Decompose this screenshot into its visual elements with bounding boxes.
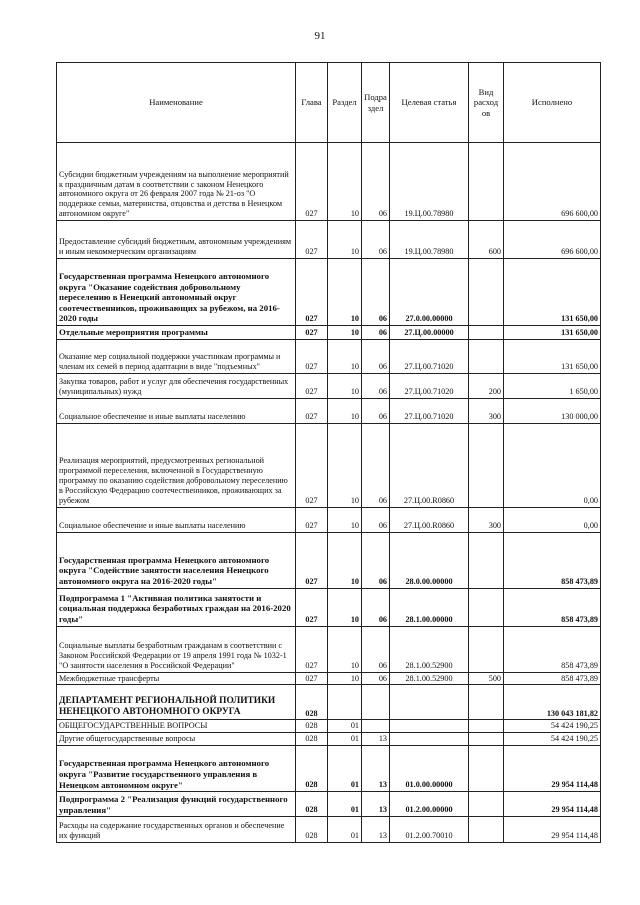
row-glava: 028: [296, 817, 328, 843]
row-name: Реализация мероприятий, предусмотренных региональной программой переселения, включенной в Государственную программу по оказанию содействия добровольному переселению в Российскую Федерацию соотечественников, проживающих за рубежом: [57, 423, 296, 507]
row-podrazdel: [362, 685, 390, 720]
row-razdel: 10: [328, 423, 362, 507]
row-razdel: 10: [328, 532, 362, 588]
row-target: 27.Ц.00.71020: [390, 339, 469, 373]
row-name: Отдельные мероприятия программы: [57, 326, 296, 340]
row-glava: 027: [296, 373, 328, 398]
table-row: [57, 626, 601, 672]
row-podrazdel: 06: [362, 398, 390, 423]
row-vid: [469, 259, 504, 326]
row-razdel: 01: [328, 733, 362, 746]
table-row: [57, 817, 601, 843]
row-podrazdel: 06: [362, 588, 390, 626]
row-glava: 028: [296, 685, 328, 720]
row-name: Государственная программа Ненецкого автономного округа "Оказание содействия добровольному переселению в Ненецкий автономный округ соотечественников, проживающих за рубежом, на 2016-2020 годы: [57, 259, 296, 326]
page-number: 91: [314, 30, 326, 42]
row-podrazdel: 06: [362, 259, 390, 326]
row-amount: 131 650,00: [504, 326, 601, 340]
row-name: Государственная программа Ненецкого автономного округа "Развитие государственного управления в Ненецком автономном округе": [57, 746, 296, 792]
header-name: Наименование: [57, 63, 296, 143]
row-vid: [469, 792, 504, 817]
row-vid: 300: [469, 398, 504, 423]
row-vid: 500: [469, 672, 504, 685]
row-amount: 0,00: [504, 423, 601, 507]
row-podrazdel: 13: [362, 817, 390, 843]
table-row: [57, 339, 601, 373]
row-podrazdel: 13: [362, 746, 390, 792]
row-vid: [469, 720, 504, 733]
row-glava: 028: [296, 733, 328, 746]
row-target: [390, 720, 469, 733]
row-vid: [469, 423, 504, 507]
row-target: 01.2.00.70010: [390, 817, 469, 843]
row-name: ДЕПАРТАМЕНТ РЕГИОНАЛЬНОЙ ПОЛИТИКИ НЕНЕЦКОГО АВТОНОМНОГО ОКРУГА: [57, 685, 296, 720]
row-podrazdel: 06: [362, 143, 390, 221]
row-name: Социальное обеспечение и иные выплаты населению: [57, 398, 296, 423]
row-amount: 696 600,00: [504, 143, 601, 221]
row-target: 27.Ц.00.71020: [390, 398, 469, 423]
row-razdel: 10: [328, 626, 362, 672]
row-podrazdel: 06: [362, 507, 390, 532]
header-podrazdel: Подра здел: [362, 63, 390, 143]
row-name: ОБЩЕГОСУДАРСТВЕННЫЕ ВОПРОСЫ: [57, 720, 296, 733]
row-vid: 600: [469, 221, 504, 259]
row-glava: 027: [296, 221, 328, 259]
row-amount: 858 473,89: [504, 626, 601, 672]
row-razdel: [328, 685, 362, 720]
row-razdel: 10: [328, 398, 362, 423]
row-amount: 858 473,89: [504, 672, 601, 685]
row-razdel: 10: [328, 326, 362, 340]
row-amount: 29 954 114,48: [504, 746, 601, 792]
row-glava: 028: [296, 720, 328, 733]
table-row: [57, 507, 601, 532]
row-amount: 858 473,89: [504, 588, 601, 626]
row-name: Социальное обеспечение и иные выплаты населению: [57, 507, 296, 532]
row-target: 28.1.00.00000: [390, 588, 469, 626]
row-name: Межбюджетные трансферты: [57, 672, 296, 685]
header-razdel: Раздел: [328, 63, 362, 143]
row-vid: [469, 143, 504, 221]
table-row: [57, 672, 601, 685]
row-podrazdel: 13: [362, 733, 390, 746]
row-glava: 027: [296, 143, 328, 221]
row-razdel: 10: [328, 588, 362, 626]
row-target: 28.0.00.00000: [390, 532, 469, 588]
row-name: Социальные выплаты безработным гражданам в соответствии с Законом Российской Федерации от 19 апреля 1991 года № 1032-1 "О занятости населения в Российской Федерации": [57, 626, 296, 672]
row-vid: 300: [469, 507, 504, 532]
row-target: 27.Ц.00.R0860: [390, 423, 469, 507]
table-row: [57, 733, 601, 746]
row-podrazdel: 06: [362, 532, 390, 588]
table-row: [57, 326, 601, 340]
row-podrazdel: 06: [362, 326, 390, 340]
table-row: [57, 588, 601, 626]
row-amount: 0,00: [504, 507, 601, 532]
table-row: [57, 685, 601, 720]
row-amount: 858 473,89: [504, 532, 601, 588]
row-name: Другие общегосударственные вопросы: [57, 733, 296, 746]
row-target: 27.Ц.00.00000: [390, 326, 469, 340]
row-glava: 027: [296, 259, 328, 326]
row-glava: 027: [296, 532, 328, 588]
row-podrazdel: 06: [362, 626, 390, 672]
table-row: [57, 423, 601, 507]
row-vid: [469, 326, 504, 340]
row-glava: 027: [296, 588, 328, 626]
row-glava: 027: [296, 423, 328, 507]
row-razdel: 10: [328, 507, 362, 532]
row-podrazdel: 06: [362, 339, 390, 373]
row-podrazdel: 06: [362, 423, 390, 507]
row-amount: 131 650,00: [504, 259, 601, 326]
table-row: [57, 792, 601, 817]
header-ispolneno: Исполнено: [504, 63, 601, 143]
row-podrazdel: 06: [362, 672, 390, 685]
row-razdel: 10: [328, 221, 362, 259]
row-glava: 028: [296, 792, 328, 817]
row-amount: 696 600,00: [504, 221, 601, 259]
table-row: [57, 532, 601, 588]
row-target: 27.Ц.00.71020: [390, 373, 469, 398]
row-podrazdel: 06: [362, 221, 390, 259]
row-vid: [469, 685, 504, 720]
table-row: [57, 746, 601, 792]
row-amount: 1 650,00: [504, 373, 601, 398]
budget-table: [56, 62, 601, 843]
row-glava: 027: [296, 626, 328, 672]
row-target: 01.0.00.00000: [390, 746, 469, 792]
row-razdel: 10: [328, 259, 362, 326]
row-podrazdel: 13: [362, 792, 390, 817]
row-glava: 027: [296, 672, 328, 685]
row-razdel: 10: [328, 143, 362, 221]
row-name: Расходы на содержание государственных органов и обеспечение их функций: [57, 817, 296, 843]
table-row: [57, 221, 601, 259]
table-row: [57, 373, 601, 398]
row-target: 27.0.00.00000: [390, 259, 469, 326]
row-vid: [469, 339, 504, 373]
row-name: Подпрограмма 2 "Реализация функций государственного управления": [57, 792, 296, 817]
header-vid: Вид расход ов: [469, 63, 504, 143]
row-target: 28.1.00.52900: [390, 672, 469, 685]
row-razdel: 01: [328, 720, 362, 733]
row-razdel: 01: [328, 792, 362, 817]
row-target: [390, 733, 469, 746]
row-amount: 130 000,00: [504, 398, 601, 423]
row-vid: [469, 532, 504, 588]
row-name: Закупка товаров, работ и услуг для обеспечения государственных (муниципальных) нужд: [57, 373, 296, 398]
header-row: [57, 63, 601, 143]
table-row: [57, 143, 601, 221]
row-glava: 027: [296, 339, 328, 373]
row-target: 01.2.00.00000: [390, 792, 469, 817]
row-razdel: 01: [328, 746, 362, 792]
row-glava: 028: [296, 746, 328, 792]
row-glava: 027: [296, 507, 328, 532]
table-row: [57, 259, 601, 326]
row-podrazdel: 06: [362, 373, 390, 398]
row-name: Подпрограмма 1 "Активная политика занятости и социальная поддержка безработных граждан на 2016-2020 годы": [57, 588, 296, 626]
row-amount: 130 043 181,82: [504, 685, 601, 720]
row-name: Предоставление субсидий бюджетным, автономным учреждениям и иным некоммерческим организациям: [57, 221, 296, 259]
row-amount: 29 954 114,48: [504, 792, 601, 817]
header-target: Целевая статья: [390, 63, 469, 143]
row-amount: 131 650,00: [504, 339, 601, 373]
row-amount: 29 954 114,48: [504, 817, 601, 843]
row-razdel: 01: [328, 817, 362, 843]
row-vid: 200: [469, 373, 504, 398]
row-name: Государственная программа Ненецкого автономного округа "Содействие занятости населения Ненецкого автономного округа на 2016-2020 годы": [57, 532, 296, 588]
row-razdel: 10: [328, 672, 362, 685]
row-vid: [469, 733, 504, 746]
row-amount: 54 424 190,25: [504, 733, 601, 746]
row-vid: [469, 746, 504, 792]
row-target: 28.1.00.52900: [390, 626, 469, 672]
row-target: 19.Ц.00.78980: [390, 221, 469, 259]
row-target: 27.Ц.00.R0860: [390, 507, 469, 532]
row-razdel: 10: [328, 373, 362, 398]
row-vid: [469, 817, 504, 843]
row-name: Субсидии бюджетным учреждениям на выполнение мероприятий к праздничным датам в соответствии с законом Ненецкого автономного округа от 26 февраля 2007 года № 21-оз "О поддержке семьи, материнства, отцовства и детства в Ненецком автономном округе": [57, 143, 296, 221]
row-target: [390, 685, 469, 720]
row-target: 19.Ц.00.78980: [390, 143, 469, 221]
row-razdel: 10: [328, 339, 362, 373]
table-row: [57, 720, 601, 733]
table-row: [57, 398, 601, 423]
row-amount: 54 424 190,25: [504, 720, 601, 733]
row-name: Оказание мер социальной поддержки участникам программы и членам их семей в период адаптации в виде "подъемных": [57, 339, 296, 373]
row-podrazdel: [362, 720, 390, 733]
row-vid: [469, 626, 504, 672]
row-vid: [469, 588, 504, 626]
header-glava: Глава: [296, 63, 328, 143]
row-glava: 027: [296, 398, 328, 423]
row-glava: 027: [296, 326, 328, 340]
